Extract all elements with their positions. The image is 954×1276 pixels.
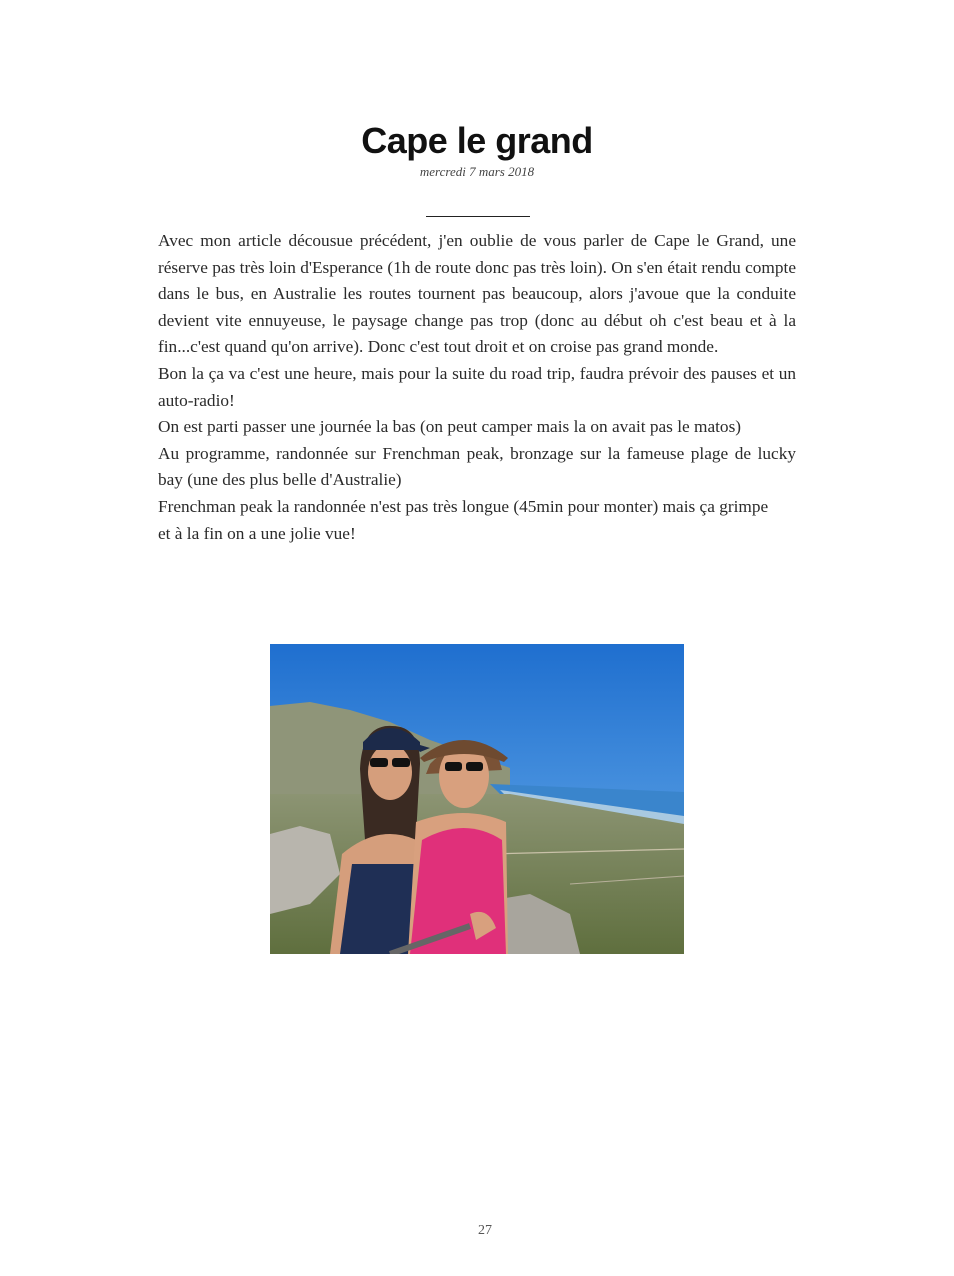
paragraph: Bon la ça va c'est une heure, mais pour la suite du road trip, faudra prévoir des pauses et un auto-radio! [158,363,796,410]
selfie-photo [270,644,684,954]
title-separator [426,216,530,217]
page-title: Cape le grand [361,120,593,161]
paragraph: Au programme, randonnée sur Frenchman peak, bronzage sur la fameuse plage de lucky bay (une des plus belle d'Australie) [158,443,796,490]
page-number: 27 [478,1223,492,1238]
post-date: mercredi 7 mars 2018 [419,164,535,179]
paragraph: Avec mon article décousue précédent, j'en oublie de vous parler de Cape le Grand, une réserve pas très loin d'Esperance (1h de route donc pas très loin). On s'en était rendu compte dans le bus, en Australie les routes tournent pas beaucoup, alors j'avoue que la conduite devient vite ennuyeuse, le paysage change pas trop (donc au début oh c'est beau et à la fin...c'est quand qu'on arrive). Donc c'est tout droit et on croise pas grand monde. [158,231,796,357]
article-body [158,228,796,547]
paragraph: On est parti passer une journée la bas (on peut camper mais la on avait pas le matos) [158,417,742,437]
paragraph: Frenchman peak la randonnée n'est pas très longue (45min pour monter) mais ça grimpe [158,496,769,516]
paragraph: et à la fin on a une jolie vue! [158,523,356,543]
